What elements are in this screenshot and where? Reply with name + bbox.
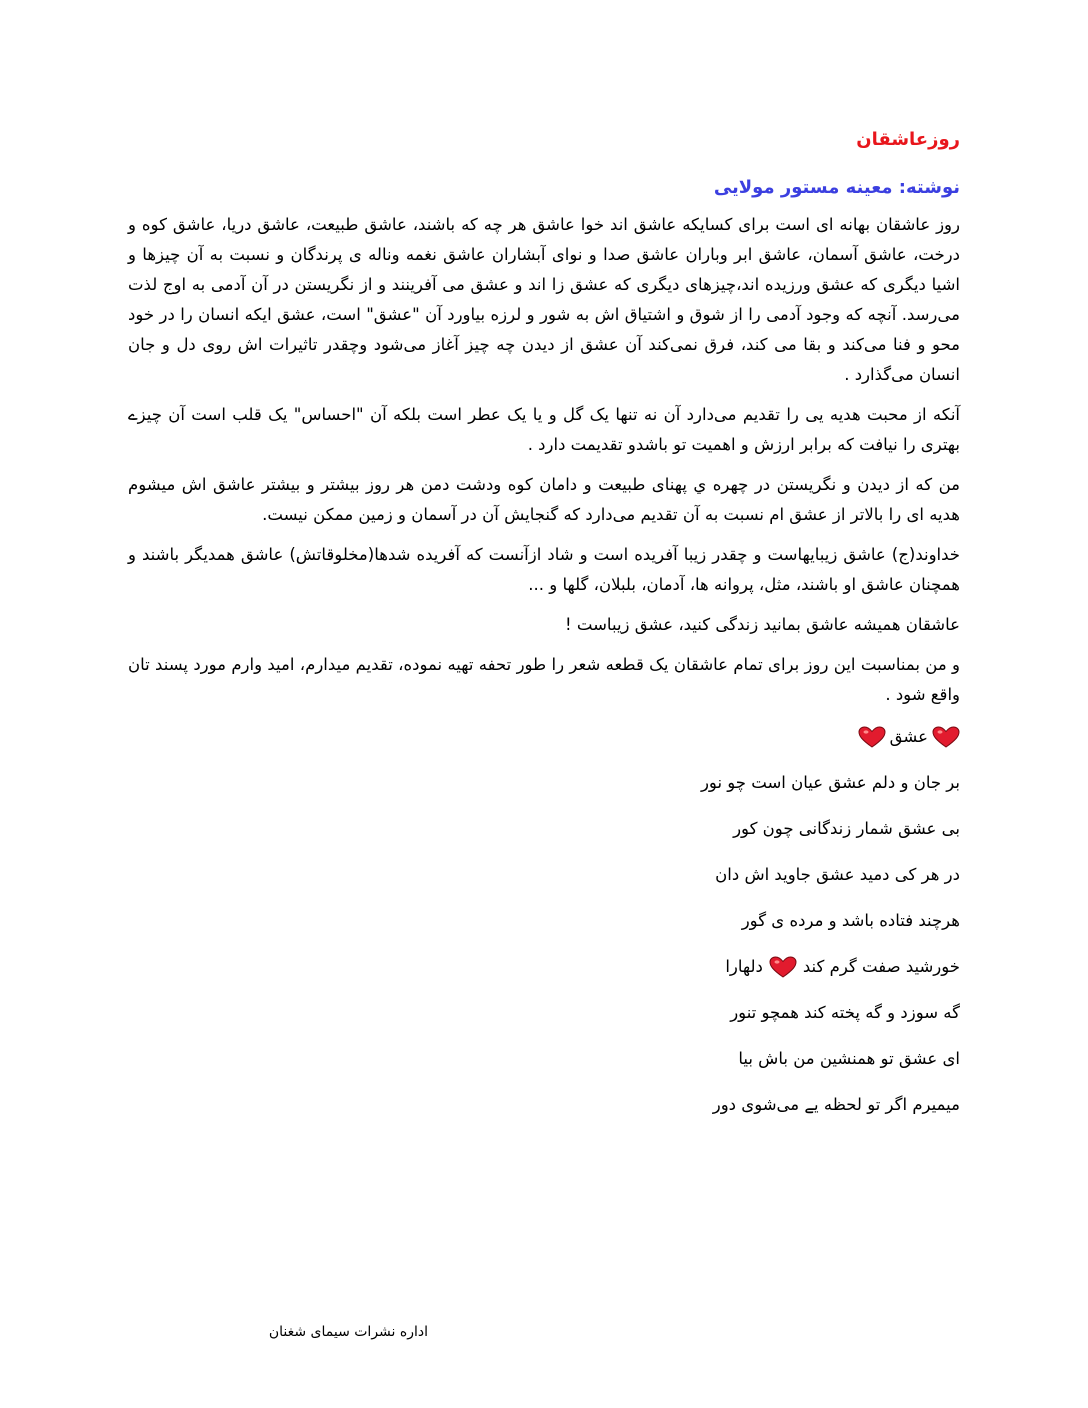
heart-icon [858, 726, 886, 748]
paragraph-6: و من بمناسبت این روز برای تمام عاشقان یک قطعه شعر را طور تحفه تهیه نموده، تقدیم میدارم، امید وارم مورد پسند تان واقع شود . [128, 655, 960, 704]
verse-text: ای عشق تو همنشین من باش بیا [738, 1049, 960, 1068]
page-footer: اداره نشرات سیمای شغنان [268, 1324, 428, 1340]
poem-heading [128, 722, 960, 752]
verse-text: بی عشق شمار زندگانی چون کور [733, 819, 960, 838]
poem-heading-label: عشق [889, 727, 928, 746]
verse-text: هرچند فتاده باشد و مرده ی گور [741, 911, 960, 930]
article-title: روزعاشقان [856, 129, 960, 150]
poem-verse-6 [128, 998, 960, 1028]
paragraph-1: روز عاشقان بهانه ای است برای کسایکه عاشق اند خوا عاشق هر چه که باشند، عاشق طبیعت، عاشق دریا، عاشق کوه و درخت، عاشق آسمان، عاشق ابر وباران عاشق صدا و نوای آبشاران عاشق نغمه وناله ی پرندگان و نسبت به آن چیزها و اشیا دیگری که عشق ورزیده اند،چیزهای دیگری که عشق زا اند و عشق می آفرینند و از نگریستن در آن آدمی به اوج لذت می‌رسد. آنچه که وجود آدمی را از شوق و اشتیاق اش به شور و لرزه بیاورد آن "عشق" است، عشق ایکه انسان را در خود محو و فنا می‌کند و بقا می کند، فرق نمی‌کند آن عشق از دیدن چه چیز آغاز می‌شود وچقدر تاثیرات اش روی دل و جان انسان می‌گذارد . [128, 215, 960, 384]
poem-verse-8 [128, 1090, 960, 1120]
poem-verse-1 [128, 768, 960, 798]
poem-verse-7 [128, 1044, 960, 1074]
heart-icon [769, 956, 797, 978]
paragraph-5: عاشقان همیشه عاشق بمانید زندگی کنید، عشق زیباست ! [565, 615, 960, 634]
poem-verse-3 [128, 860, 960, 890]
document-page [128, 120, 960, 1136]
verse-text: خورشید صفت گرم کند [802, 957, 960, 976]
paragraph-4: خداوند(ج) عاشق زیبایهاست و چقدر زیبا آفریده است و شاد ازآنست که آفریده شدها(مخلوقاتش) عاشق همدیگر باشند و همچنان عاشق او باشند، مثل، پروانه ها، آدمان، بلبلان، گلها و ... [128, 545, 960, 594]
verse-text: دلهارا [725, 957, 763, 976]
article-byline: نوشته: معینه مستور مولایی [713, 177, 960, 198]
verse-text: در هر کی دمید عشق جاوید اش دان [715, 865, 960, 884]
verse-text: میمیرم اگر تو لحظه یے می‌شوی دور [712, 1095, 960, 1114]
heart-icon [932, 726, 960, 748]
poem-verse-5 [128, 952, 960, 982]
paragraph-3: من که از دیدن و نگریستن در چهره ي پهنای طبیعت و دامان کوه ودشت دمن هر روز بیشتر و بیشتر عاشق اش میشوم هدیه ای را بالاتر از عشق ام نسبت به آن تقدیم می‌دارد که گنجایش آن در آسمان و زمین ممکن نیست. [128, 475, 960, 524]
paragraph-2: آنکه از محبت هدیه یی را تقدیم می‌دارد آن نه تنها یک گل و یا یک عطر است بلکه آن "احساس" یک قلب است آن چیزے بهتری را نیافت که برابر ارزش و اهمیت تو باشدو تقدیمت دارد . [128, 405, 960, 454]
verse-text: بر جان و دلم عشق عیان است چو نور [700, 773, 960, 792]
verse-text: گه سوزد و گه پخته کند همچو تنور [730, 1003, 960, 1022]
poem-verse-2 [128, 814, 960, 844]
poem-verse-4 [128, 906, 960, 936]
